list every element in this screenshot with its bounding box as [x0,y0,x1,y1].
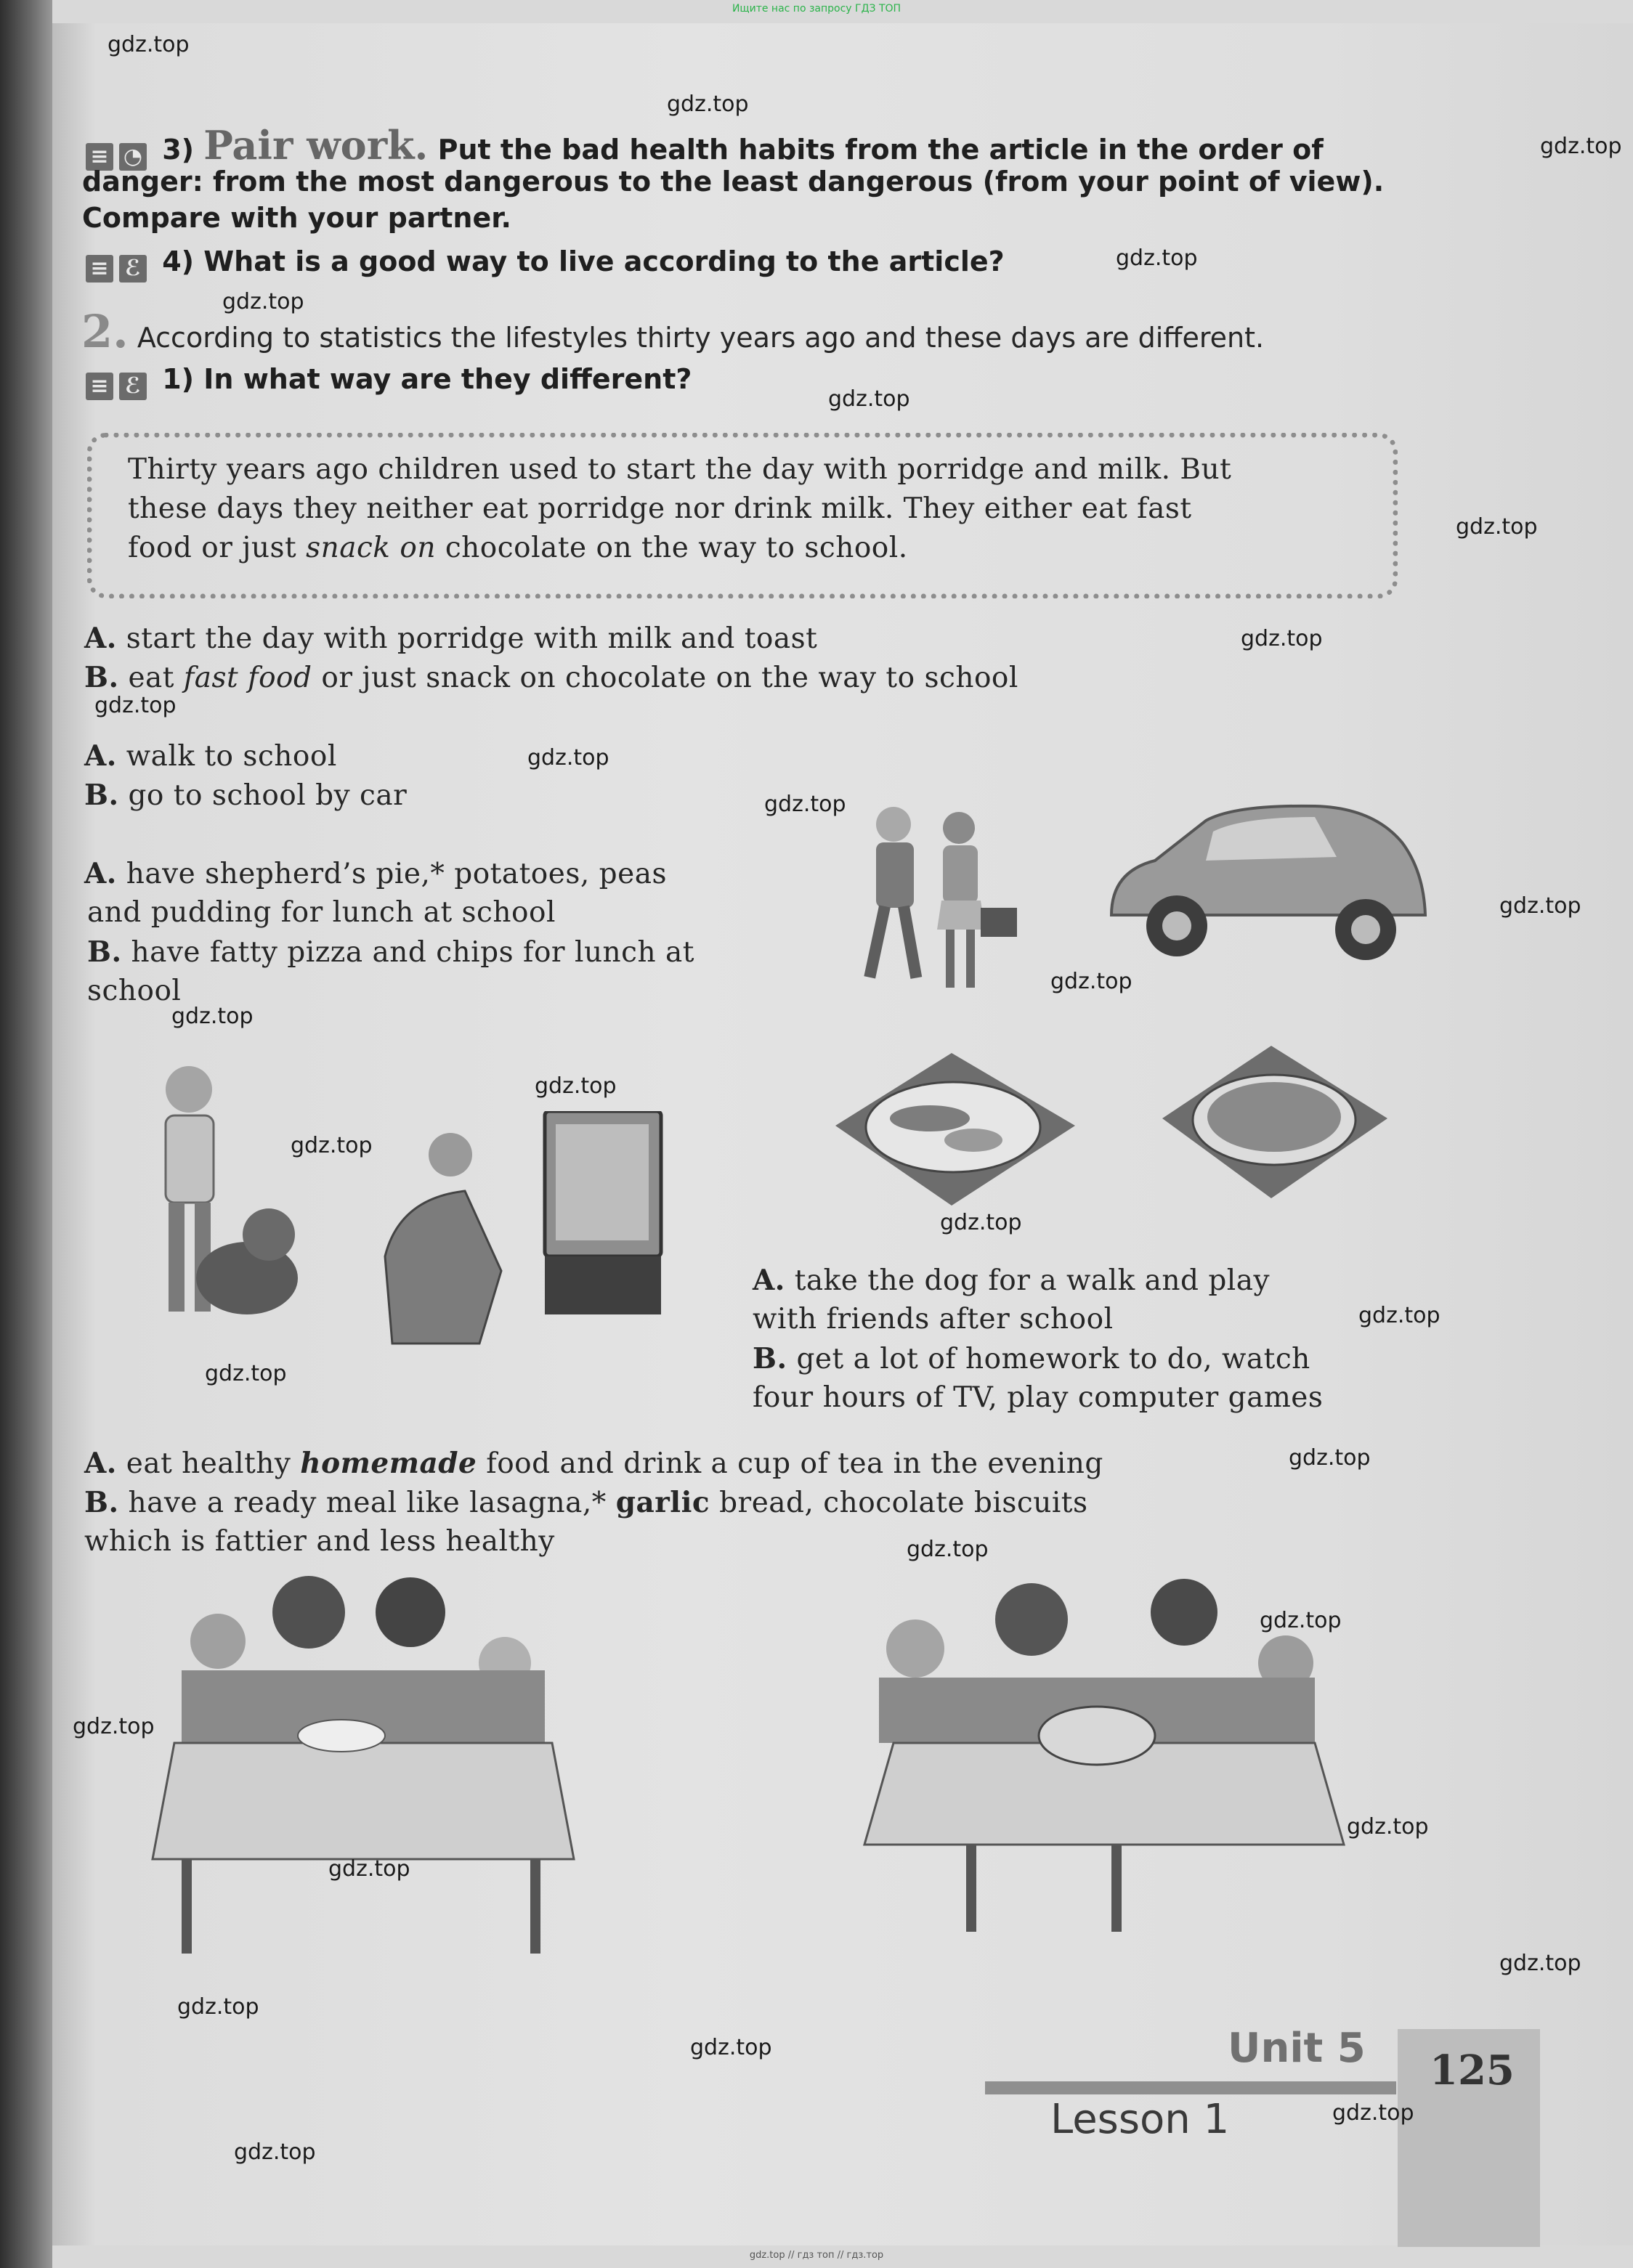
watermark: gdz.top [690,2035,772,2060]
task1: ≡ ℰ 1) In what way are they different? [86,363,692,400]
watermark: gdz.top [1499,893,1581,919]
watermark: gdz.top [1456,514,1538,540]
watermark: gdz.top [328,1856,410,1882]
pair3-a-line2: and pudding for lunch at school [87,896,556,929]
listen-icon: ◔ [119,143,147,171]
watermark: gdz.top [1332,2100,1414,2126]
example-line2: these days they neither eat porridge nor drink milk. They either eat fast [128,492,1192,525]
watermark: gdz.top [108,32,190,57]
watermark: gdz.top [1050,969,1132,994]
watermark: gdz.top [1260,1608,1342,1633]
exercise-number: 2. [81,305,129,358]
example-line1: Thirty years ago children used to start the day with porridge and milk. But [128,453,1232,486]
pair5-b-line2: which is fattier and less healthy [84,1525,555,1558]
example-line3: food or just snack on chocolate on the way to school. [128,532,908,564]
page-number: 125 [1430,2047,1515,2094]
boy-watching-tv-illustration [370,1111,668,1365]
pair4-b-line1: B. get a lot of homework to do, watch [753,1342,1310,1375]
write-icon: ℰ [119,373,147,400]
footer-note: gdz.top // гдз топ // гдз.тор [749,2250,884,2261]
lesson-label: Lesson 1 [1050,2096,1230,2143]
watermark: gdz.top [171,1004,254,1029]
task3-line2: danger: from the most dangerous to the least dangerous (from your point of view). [82,166,1385,198]
list-icon: ≡ [86,373,113,400]
watermark: gdz.top [535,1073,617,1099]
watermark: gdz.top [94,693,177,718]
children-walking-illustration [835,799,1032,1002]
pair5-b-line1: B. have a ready meal like lasagna,* garlic bread, chocolate biscuits [84,1486,1088,1519]
watermark: gdz.top [667,92,749,117]
watermark: gdz.top [177,1994,259,2020]
pair1-a: A. start the day with porridge with milk and toast [84,622,818,655]
watermark: gdz.top [234,2139,316,2165]
task3-line3: Compare with your partner. [82,202,511,234]
book-spine [0,0,52,2268]
unit-label: Unit 5 [1228,2025,1366,2072]
pair1-b: B. eat fast food or just snack on chocolate on the way to school [84,661,1018,694]
pizza-illustration [1155,1039,1395,1206]
car-illustration [1097,792,1438,980]
watermark: gdz.top [1347,1814,1429,1840]
write-icon: ℰ [119,255,147,283]
task4: ≡ ℰ 4) What is a good way to live according to the article? [86,245,1005,283]
list-icon: ≡ [86,143,113,171]
watermark: gdz.top [764,792,846,817]
family-dinner-healthy-illustration [138,1569,603,1975]
watermark: gdz.top [527,745,609,771]
header-note: Ищите нас по запросу ГДЗ ТОП [732,3,901,15]
watermark: gdz.top [73,1714,155,1739]
footer-rule [985,2081,1396,2094]
watermark: gdz.top [828,386,910,412]
watermark: gdz.top [222,289,304,314]
pair-work-title: Pair work. [203,122,429,168]
pair3-b-line2: school [87,975,182,1007]
pair4-a-line2: with friends after school [753,1303,1114,1336]
pair5-a: A. eat healthy homemade food and drink a cup of tea in the evening [84,1447,1103,1480]
exercise-2-text: According to statistics the lifestyles thirty years ago and these days are different. [137,322,1265,354]
pair2-b: B. go to school by car [84,779,408,812]
pair2-a: A. walk to school [84,739,337,773]
watermark: gdz.top [1289,1445,1371,1471]
watermark: gdz.top [940,1210,1022,1235]
task3-text: Put the bad health habits from the article in the order of [437,134,1324,166]
watermark: gdz.top [1241,626,1323,651]
watermark: gdz.top [1540,134,1622,159]
watermark: gdz.top [1358,1303,1440,1328]
watermark: gdz.top [1116,245,1198,271]
pair3-a-line1: A. have shepherd’s pie,* potatoes, peas [84,857,667,890]
task3-line1: ≡ ◔ 3) Pair work. Put the bad health habits from the article in the order of [86,122,1324,171]
watermark: gdz.top [1499,1951,1581,1976]
boy-with-dog-illustration [123,1060,305,1351]
watermark: gdz.top [291,1133,373,1158]
watermark: gdz.top [205,1361,287,1386]
pair4-b-line2: four hours of TV, play computer games [753,1381,1324,1414]
pair4-a-line1: A. take the dog for a walk and play [753,1264,1271,1297]
list-icon: ≡ [86,255,113,283]
healthy-lunch-plate-illustration [828,1046,1082,1213]
pair3-b-line1: B. have fatty pizza and chips for lunch at [87,935,694,969]
watermark: gdz.top [907,1537,989,1562]
